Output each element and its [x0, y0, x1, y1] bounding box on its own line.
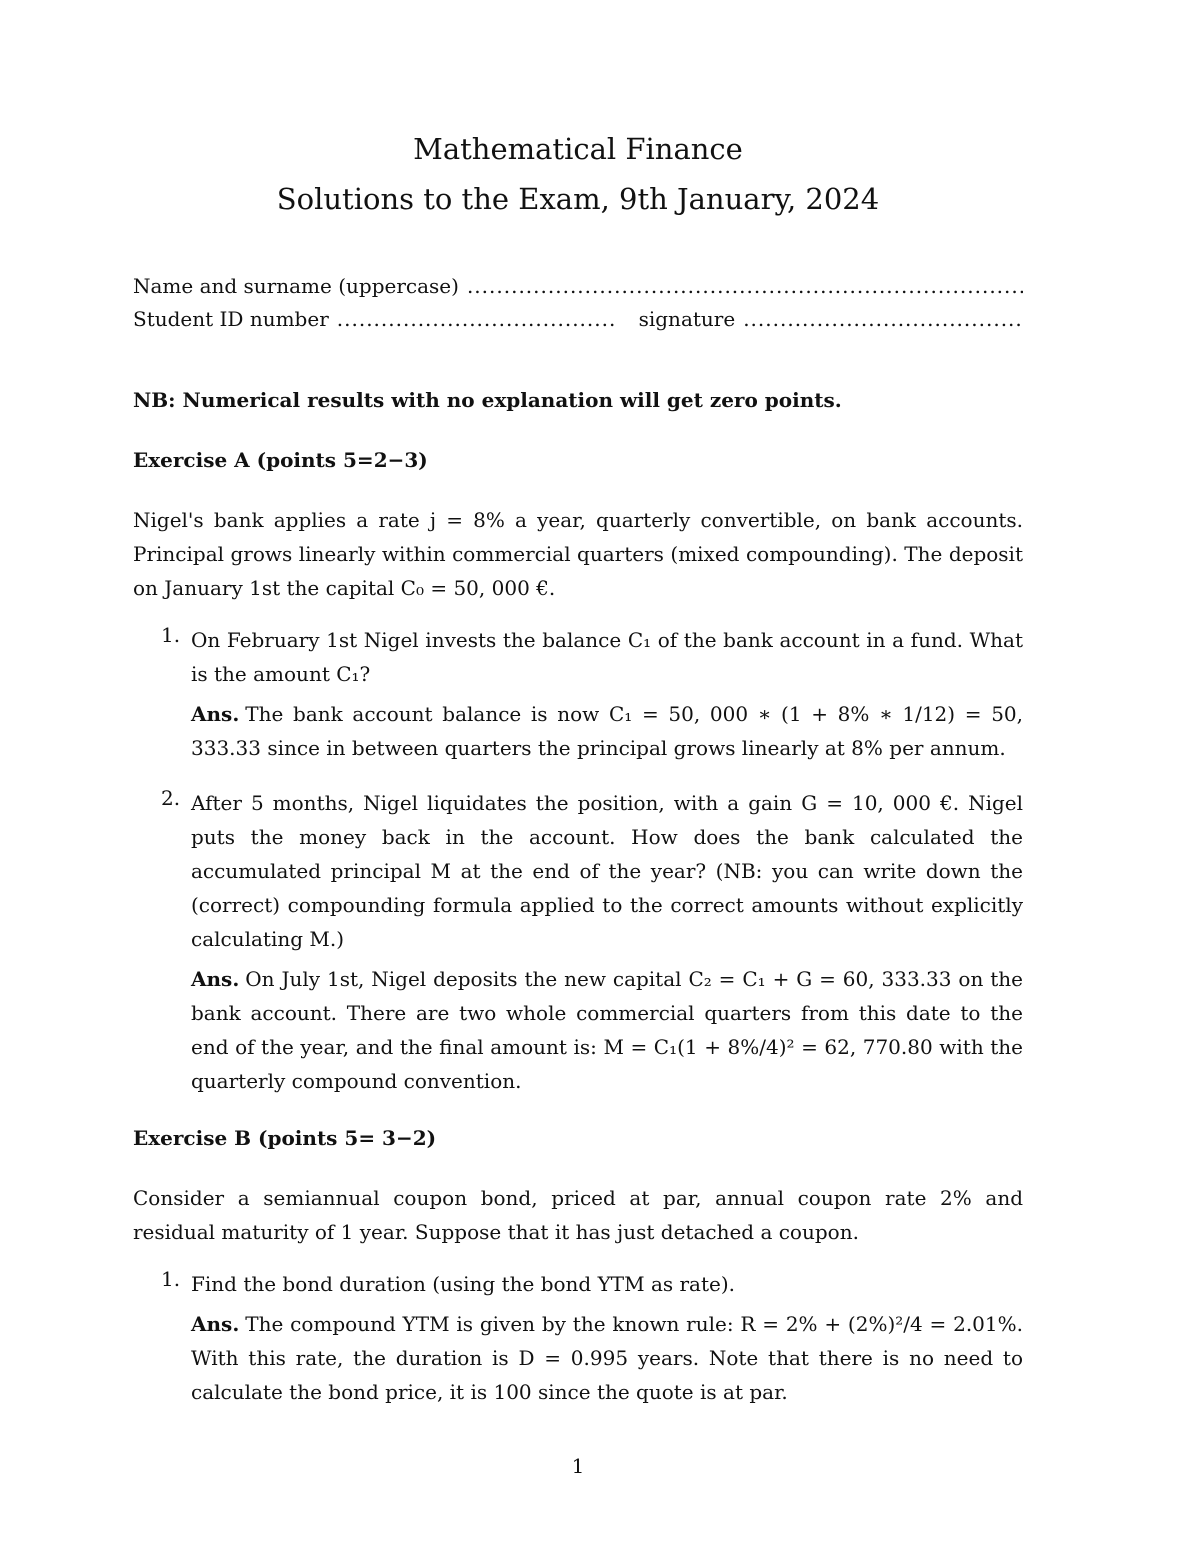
exercise-a-intro: Nigel's bank applies a rate j = 8% a year, quarterly convertible, on bank accounts. Principal grows linearly within commercial quarters (mixed compounding). The deposit on January 1st the capital C₀ = 50, 000 €. [133, 508, 1023, 600]
question-number: 1. [161, 1267, 181, 1291]
answer-label: Ans. [191, 967, 240, 991]
exercise-a-question-1 [133, 623, 1023, 765]
name-field-blank [467, 273, 1023, 299]
exercise-b-intro: Consider a semiannual coupon bond, priced at par, annual coupon rate 2% and residual maturity of 1 year. Suppose that it has just detached a coupon. [133, 1186, 1023, 1244]
question-text: Find the bond duration (using the bond YTM as rate). [191, 1272, 736, 1296]
question-number: 1. [161, 623, 181, 647]
question-text: After 5 months, Nigel liquidates the position, with a gain G = 10, 000 €. Nigel puts the money back in the account. How does the bank calculated the accumulated principal M at the end of the year? (NB: you can write down the (correct) compounding formula applied to the correct amounts without explicitly calculating M.) [191, 791, 1023, 951]
exercise-a-question-2 [133, 786, 1023, 1098]
name-field-row [133, 273, 1023, 299]
exercise-b-heading: Exercise B (points 5= 3−2) [133, 1126, 437, 1150]
answer [191, 697, 1023, 765]
page-number: 1 [571, 1454, 585, 1478]
name-field-label: Name and surname (uppercase) [133, 274, 459, 298]
signature-field-blank [743, 306, 1023, 332]
answer [191, 1307, 1023, 1409]
answer [191, 962, 1023, 1098]
answer-label: Ans. [191, 702, 240, 726]
answer-text: The compound YTM is given by the known rule: R = 2% + (2%)²/4 = 2.01%. With this rate, the duration is D = 0.995 years. Note that there is no need to calculate the bond price, it is 100 since the quote is at par. [191, 1312, 1023, 1404]
answer-text: The bank account balance is now C₁ = 50, 000 ∗ (1 + 8% ∗ 1/12) = 50, 333.33 since in between quarters the principal grows linearly at 8% per annum. [191, 702, 1023, 760]
question-text: On February 1st Nigel invests the balance C₁ of the bank account in a fund. What is the amount C₁? [191, 628, 1023, 686]
document-title: Mathematical Finance [413, 132, 743, 166]
id-field-blank [337, 306, 617, 332]
answer-text: On July 1st, Nigel deposits the new capital C₂ = C₁ + G = 60, 333.33 on the bank account. There are two whole commercial quarters from this date to the end of the year, and the final amount is: M = C₁(1 + 8%/4)² = 62, 770.80 with the quarterly compound convention. [191, 967, 1023, 1093]
document-subtitle: Solutions to the Exam, 9th January, 2024 [276, 182, 880, 216]
signature-field-label: signature [638, 307, 736, 331]
answer-label: Ans. [191, 1312, 240, 1336]
exercise-a-heading: Exercise A (points 5=2−3) [133, 448, 428, 472]
id-field-label: Student ID number [133, 307, 329, 331]
id-signature-row [133, 306, 1023, 332]
notice: NB: Numerical results with no explanation will get zero points. [133, 388, 842, 412]
question-number: 2. [161, 786, 181, 810]
exercise-b-question-1 [133, 1267, 1023, 1409]
